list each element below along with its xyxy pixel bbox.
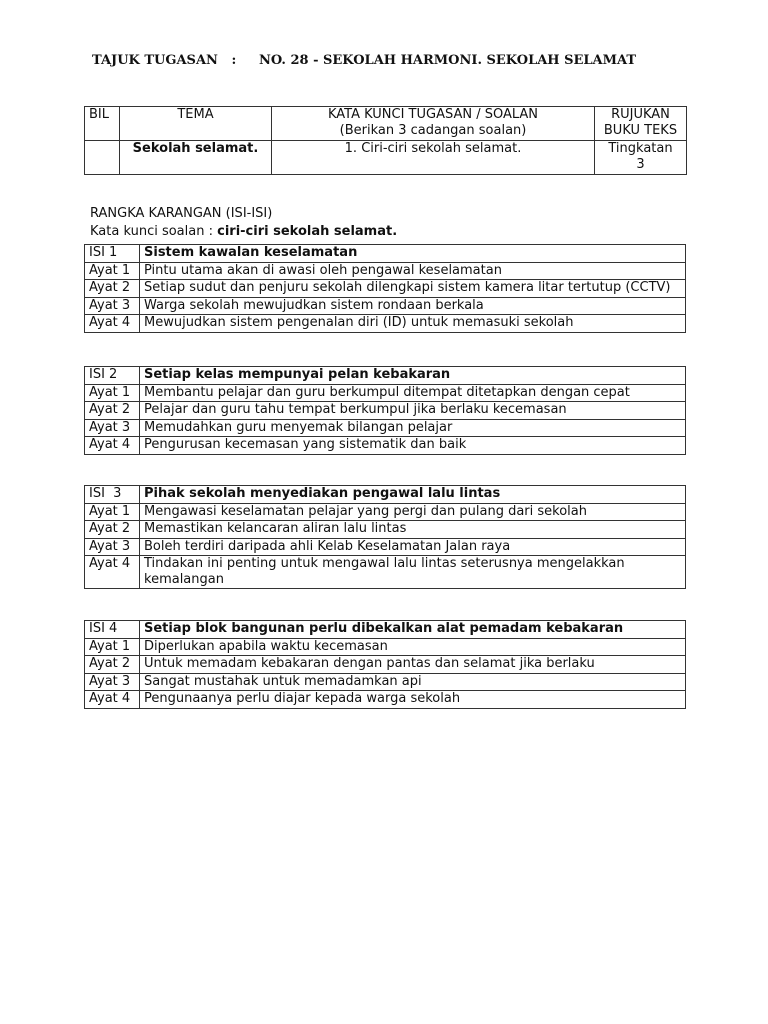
rujukan-line2: BUKU TEKS	[603, 123, 678, 138]
ayat-label: Ayat 4	[85, 691, 140, 709]
row-rujukan	[595, 141, 687, 175]
ayat-text: Diperlukan apabila waktu kecemasan	[140, 638, 686, 656]
ayat-text: Setiap sudut dan penjuru sekolah dilengkapi sistem kamera litar tertutup (CCTV)	[140, 280, 686, 298]
ayat-label: Ayat 1	[85, 503, 140, 521]
row-tema: Sekolah selamat.	[120, 141, 272, 175]
ayat-row	[85, 521, 686, 539]
isi-label: ISI 2	[85, 367, 140, 385]
header-bil: BIL	[85, 107, 120, 141]
ayat-row	[85, 315, 686, 333]
isi-title: Sistem kawalan keselamatan	[140, 245, 686, 263]
ayat-text: Pelajar dan guru tahu tempat berkumpul jika berlaku kecemasan	[140, 402, 686, 420]
rujukan-value-line1: Tingkatan	[608, 141, 673, 156]
info-data-row	[85, 141, 687, 175]
ayat-row	[85, 673, 686, 691]
keyword-value: ciri-ciri sekolah selamat.	[217, 224, 398, 239]
ayat-label: Ayat 2	[85, 521, 140, 539]
header-tema: TEMA	[120, 107, 272, 141]
ayat-row	[85, 384, 686, 402]
ayat-row	[85, 419, 686, 437]
isi-table-2	[84, 366, 686, 455]
ayat-text: Pintu utama akan di awasi oleh pengawal keselamatan	[140, 262, 686, 280]
header-rujukan	[595, 107, 687, 141]
ayat-label: Ayat 3	[85, 538, 140, 556]
header-kata-kunci	[272, 107, 595, 141]
ayat-label: Ayat 1	[85, 638, 140, 656]
ayat-row	[85, 638, 686, 656]
ayat-text: Pengurusan kecemasan yang sistematik dan baik	[140, 437, 686, 455]
ayat-row	[85, 503, 686, 521]
ayat-label: Ayat 2	[85, 280, 140, 298]
isi-table-1	[84, 244, 686, 333]
keyword-line	[90, 223, 397, 240]
rujukan-line1: RUJUKAN	[611, 107, 670, 122]
ayat-text: Boleh terdiri daripada ahli Kelab Keselamatan Jalan raya	[140, 538, 686, 556]
isi-header-row	[85, 367, 686, 385]
ayat-label: Ayat 3	[85, 419, 140, 437]
ayat-label: Ayat 2	[85, 656, 140, 674]
row-kata-kunci: 1. Ciri-ciri sekolah selamat.	[272, 141, 595, 175]
ayat-row	[85, 437, 686, 455]
ayat-text: Untuk memadam kebakaran dengan pantas dan selamat jika berlaku	[140, 656, 686, 674]
isi-header-row	[85, 621, 686, 639]
isi-table-3	[84, 485, 686, 589]
ayat-label: Ayat 1	[85, 262, 140, 280]
isi-header-row	[85, 245, 686, 263]
isi-label: ISI 4	[85, 621, 140, 639]
outline-heading: RANGKA KARANGAN (ISI-ISI)	[90, 206, 273, 221]
keyword-prefix: Kata kunci soalan :	[90, 224, 218, 239]
ayat-text: Tindakan ini penting untuk mengawal lalu lintas seterusnya mengelakkan kemalangan	[140, 556, 686, 589]
ayat-text: Pengunaanya perlu diajar kepada warga sekolah	[140, 691, 686, 709]
title-value: NO. 28 - SEKOLAH HARMONI. SEKOLAH SELAMAT	[258, 53, 637, 68]
isi-table-4	[84, 620, 686, 709]
kata-kunci-line2: (Berikan 3 cadangan soalan)	[339, 123, 527, 138]
kata-kunci-line1: KATA KUNCI TUGASAN / SOALAN	[327, 107, 539, 122]
isi-title: Setiap kelas mempunyai pelan kebakaran	[140, 367, 686, 385]
ayat-text: Membantu pelajar dan guru berkumpul ditempat ditetapkan dengan cepat	[140, 384, 686, 402]
ayat-row	[85, 656, 686, 674]
ayat-label: Ayat 4	[85, 315, 140, 333]
ayat-label: Ayat 2	[85, 402, 140, 420]
ayat-row	[85, 556, 686, 589]
ayat-text: Mengawasi keselamatan pelajar yang pergi dan pulang dari sekolah	[140, 503, 686, 521]
row-bil	[85, 141, 120, 175]
title-separator: :	[231, 53, 237, 68]
ayat-label: Ayat 1	[85, 384, 140, 402]
ayat-row	[85, 538, 686, 556]
ayat-row	[85, 262, 686, 280]
ayat-text: Sangat mustahak untuk memadamkan api	[140, 673, 686, 691]
ayat-row	[85, 402, 686, 420]
assignment-info-table	[84, 106, 687, 175]
ayat-label: Ayat 4	[85, 556, 140, 589]
title-label: TAJUK TUGASAN	[92, 53, 218, 68]
rujukan-value-line2: 3	[636, 157, 645, 172]
ayat-label: Ayat 3	[85, 673, 140, 691]
info-header-row	[85, 107, 687, 141]
isi-title: Setiap blok bangunan perlu dibekalkan alat pemadam kebakaran	[140, 621, 686, 639]
ayat-label: Ayat 3	[85, 297, 140, 315]
ayat-row	[85, 691, 686, 709]
isi-header-row	[85, 486, 686, 504]
ayat-text: Warga sekolah mewujudkan sistem rondaan berkala	[140, 297, 686, 315]
ayat-text: Memastikan kelancaran aliran lalu lintas	[140, 521, 686, 539]
ayat-row	[85, 297, 686, 315]
ayat-text: Mewujudkan sistem pengenalan diri (ID) untuk memasuki sekolah	[140, 315, 686, 333]
assignment-title	[92, 53, 692, 68]
ayat-row	[85, 280, 686, 298]
isi-title: Pihak sekolah menyediakan pengawal lalu lintas	[140, 486, 686, 504]
isi-label: ISI 3	[85, 486, 140, 504]
isi-label: ISI 1	[85, 245, 140, 263]
ayat-label: Ayat 4	[85, 437, 140, 455]
ayat-text: Memudahkan guru menyemak bilangan pelajar	[140, 419, 686, 437]
